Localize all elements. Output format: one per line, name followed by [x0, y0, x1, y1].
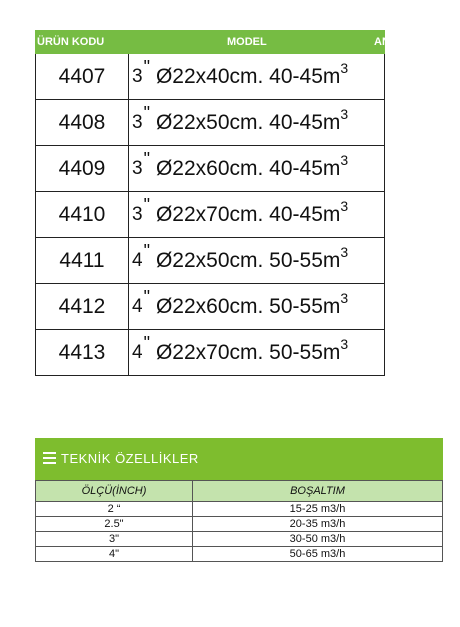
inch-mark: " — [143, 57, 150, 77]
cubic-superscript: 3 — [340, 105, 349, 122]
model-inch: 3 — [132, 111, 143, 133]
model-inch: 4 — [132, 295, 143, 317]
cubic-superscript: 3 — [340, 151, 349, 168]
product-model — [129, 100, 384, 145]
spec-discharge: 50-65 m3/h — [193, 547, 443, 562]
product-row — [36, 100, 384, 146]
inch-mark: " — [143, 241, 150, 261]
specs-title: TEKNİK ÖZELLİKLER — [61, 451, 199, 466]
model-inch: 3 — [132, 65, 143, 87]
product-table-body — [35, 54, 385, 376]
model-inch: 4 — [132, 249, 143, 271]
model-spec: Ø22x40cm. 40-45m — [155, 64, 341, 88]
product-code: 4409 — [36, 146, 129, 191]
product-model — [129, 54, 384, 99]
inch-mark: " — [143, 195, 150, 215]
spec-discharge: 30-50 m3/h — [193, 532, 443, 547]
product-row — [36, 330, 384, 376]
product-code: 4408 — [36, 100, 129, 145]
inch-mark: " — [143, 149, 150, 169]
inch-mark: " — [143, 103, 150, 123]
product-code: 4413 — [36, 330, 129, 375]
product-model — [129, 146, 384, 191]
product-row — [36, 238, 384, 284]
cubic-superscript: 3 — [340, 243, 349, 260]
model-inch: 3 — [132, 203, 143, 225]
specs-header — [35, 438, 443, 480]
product-table — [35, 30, 390, 376]
product-row — [36, 284, 384, 330]
specs-row — [36, 502, 443, 517]
product-row — [36, 192, 384, 238]
product-row — [36, 54, 384, 100]
product-code: 4407 — [36, 54, 129, 99]
spec-discharge: 20-35 m3/h — [193, 517, 443, 532]
menu-icon — [43, 452, 56, 464]
inch-mark: " — [143, 333, 150, 353]
model-spec: Ø22x50cm. 40-45m — [155, 110, 341, 134]
spec-size: 3" — [36, 532, 193, 547]
cubic-superscript: 3 — [340, 197, 349, 214]
model-spec: Ø22x70cm. 40-45m — [155, 202, 341, 226]
product-model — [129, 330, 384, 375]
column-discharge: BOŞALTIM — [193, 481, 443, 502]
product-code: 4410 — [36, 192, 129, 237]
product-row — [36, 146, 384, 192]
specs-table — [35, 480, 443, 562]
technical-specs-panel — [35, 438, 443, 562]
header-truncated: AN — [374, 36, 390, 48]
spec-size: 2.5" — [36, 517, 193, 532]
product-code: 4412 — [36, 284, 129, 329]
model-inch: 4 — [132, 341, 143, 363]
product-model — [129, 284, 384, 329]
model-spec: Ø22x60cm. 40-45m — [155, 156, 341, 180]
cubic-superscript: 3 — [340, 335, 349, 352]
spec-discharge: 15-25 m3/h — [193, 502, 443, 517]
cubic-superscript: 3 — [340, 59, 349, 76]
specs-row — [36, 532, 443, 547]
column-size-inch: ÖLÇÜ(İNCH) — [36, 481, 193, 502]
specs-column-headers — [36, 481, 443, 502]
spec-size: 2 “ — [36, 502, 193, 517]
product-model — [129, 192, 384, 237]
product-table-header — [35, 30, 390, 54]
header-model: MODEL — [227, 36, 267, 48]
header-product-code: ÜRÜN KODU — [37, 36, 105, 48]
cubic-superscript: 3 — [340, 289, 349, 306]
inch-mark: " — [143, 287, 150, 307]
specs-row — [36, 547, 443, 562]
model-spec: Ø22x60cm. 50-55m — [155, 294, 341, 318]
product-model — [129, 238, 384, 283]
model-inch: 3 — [132, 157, 143, 179]
model-spec: Ø22x50cm. 50-55m — [155, 248, 341, 272]
specs-row — [36, 517, 443, 532]
product-code: 4411 — [36, 238, 129, 283]
spec-size: 4" — [36, 547, 193, 562]
model-spec: Ø22x70cm. 50-55m — [155, 340, 341, 364]
